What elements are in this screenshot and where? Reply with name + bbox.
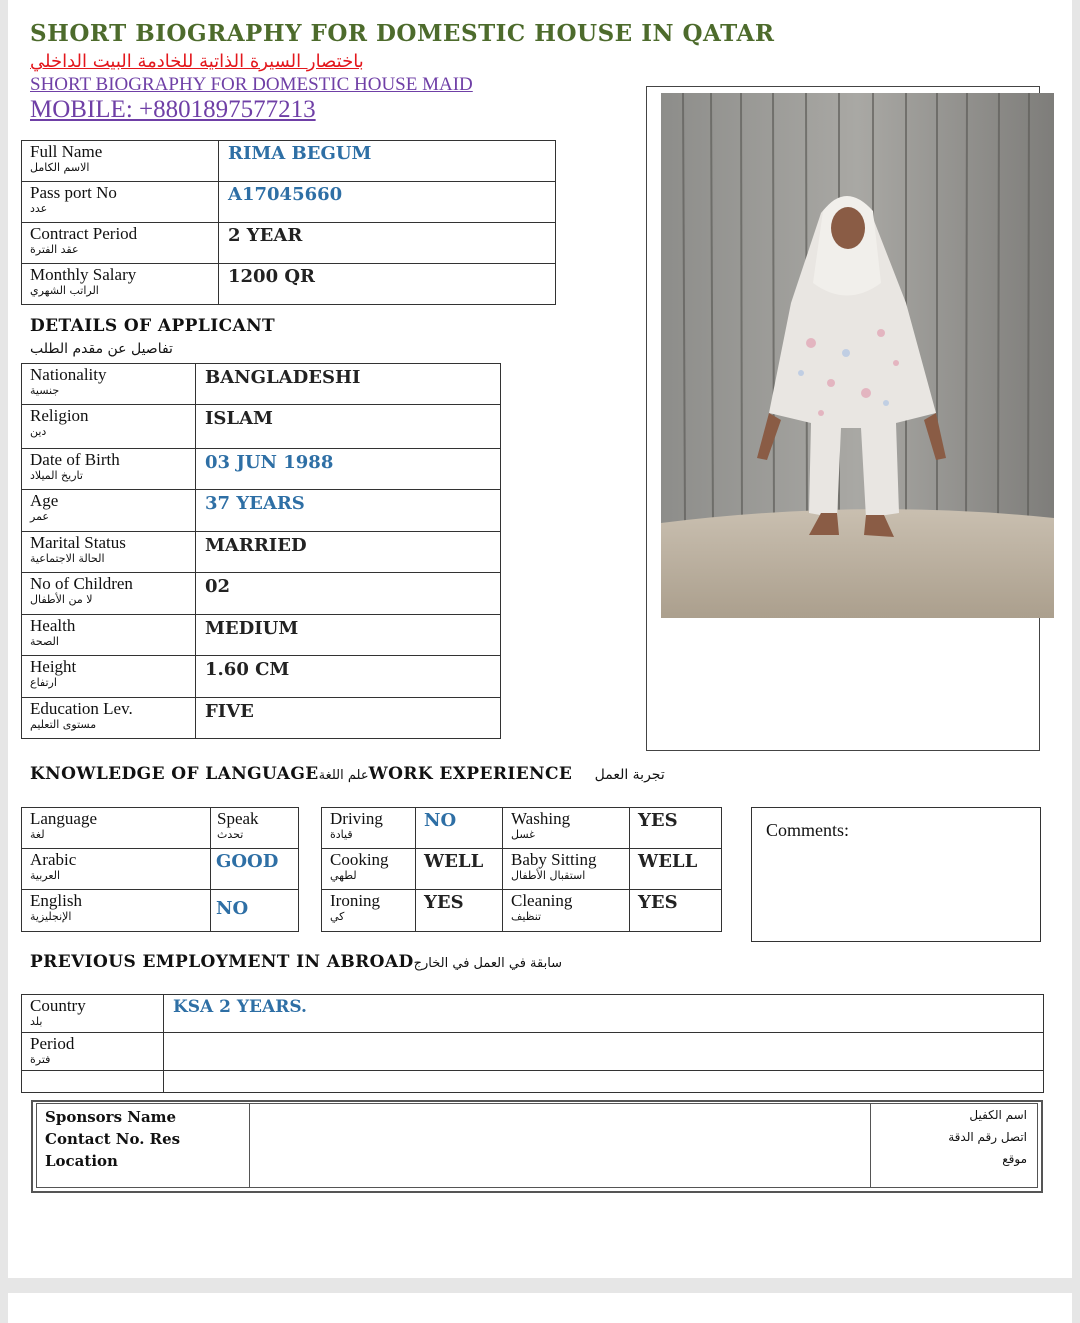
table-row [22, 405, 501, 449]
field-value: GOOD [211, 849, 299, 890]
table-row [22, 141, 556, 182]
table-row [22, 490, 501, 532]
field-value: 1.60 CM [196, 656, 501, 698]
table-row [322, 808, 722, 849]
field-value: 37 YEARS [196, 490, 501, 532]
location-label: Location [45, 1152, 118, 1170]
details-arabic-title: تفاصيل عن مقدم الطلب [30, 341, 173, 357]
table-row [22, 573, 501, 615]
field-label: Monthly Salary الراتب الشهري [22, 264, 219, 305]
table-row [22, 656, 501, 698]
field-label: Period فترة [22, 1033, 164, 1071]
field-label: Ironing كي [322, 890, 416, 932]
field-label: Full Name الاسم الكامل [22, 141, 219, 182]
field-label: Marital Status الحالة الاجتماعية [22, 532, 196, 573]
basic-info-table [21, 140, 556, 305]
language-table [21, 807, 299, 932]
empty-cell [164, 1071, 1044, 1093]
column-header: Speak تحدث [211, 808, 299, 849]
field-label: Driving قيادة [322, 808, 416, 849]
table-row [22, 223, 556, 264]
field-label: Date of Birth تاريخ الميلاد [22, 449, 196, 490]
field-value [164, 1033, 1044, 1071]
previous-employment-table [21, 994, 1044, 1093]
field-label: Cleaning تنظيف [503, 890, 630, 932]
field-label: Country بلد [22, 995, 164, 1033]
table-row [22, 849, 299, 890]
comments-label: Comments: [766, 820, 850, 840]
field-value: NO [416, 808, 503, 849]
table-row [22, 1033, 1044, 1071]
field-value: FIVE [196, 698, 501, 739]
applicant-photo [661, 93, 1054, 618]
applicant-photo-frame [646, 86, 1040, 751]
field-label: Arabic العربية [22, 849, 211, 890]
table-row [322, 890, 722, 932]
location-arabic: موقع [1002, 1152, 1027, 1166]
contact-label: Contact No. Res [45, 1130, 181, 1148]
field-value: BANGLADESHI [196, 364, 501, 405]
previous-employment-title: PREVIOUS EMPLOYMENT IN ABROADسابقة في العمل في الخارج [30, 952, 563, 972]
table-row [22, 1071, 1044, 1093]
table-row [322, 849, 722, 890]
field-label: Education Lev. مستوى التعليم [22, 698, 196, 739]
field-label: English الإنجليزية [22, 890, 211, 932]
field-value: ISLAM [196, 405, 501, 449]
field-value: NO [211, 890, 299, 932]
table-row [22, 532, 501, 573]
field-label: Washing غسل [503, 808, 630, 849]
field-value: WELL [416, 849, 503, 890]
language-section-title: KNOWLEDGE OF LANGUAGEعلم اللغةWORK EXPERIENCE تجربة العمل [30, 764, 665, 784]
table-row [22, 890, 299, 932]
table-row [22, 182, 556, 223]
subtitle: SHORT BIOGRAPHY FOR DOMESTIC HOUSE MAID [30, 74, 473, 95]
comments-box [751, 807, 1041, 942]
field-value: MARRIED [196, 532, 501, 573]
table-row [22, 264, 556, 305]
field-value: WELL [630, 849, 722, 890]
divider [870, 1104, 871, 1187]
table-row [22, 698, 501, 739]
field-label: Religion دين [22, 405, 196, 449]
field-value: KSA 2 YEARS. [164, 995, 1044, 1033]
arabic-title: باختصار السيرة الذاتية للخادمة البيت الداخلي [30, 51, 364, 72]
sponsor-name-label: Sponsors Name [45, 1108, 177, 1126]
details-table [21, 363, 501, 739]
field-value: RIMA BEGUM [219, 141, 556, 182]
sponsor-name-arabic: اسم الكفيل [969, 1108, 1027, 1122]
field-value: 03 JUN 1988 [196, 449, 501, 490]
table-row [22, 364, 501, 405]
work-experience-table [321, 807, 722, 932]
field-value: YES [630, 808, 722, 849]
field-label: Baby Sitting استقبال الأطفال [503, 849, 630, 890]
field-value: YES [630, 890, 722, 932]
mobile-number: MOBILE: +8801897577213 [30, 96, 316, 123]
divider [249, 1104, 250, 1187]
field-label: Contract Period عقد الفترة [22, 223, 219, 264]
sponsor-box [31, 1100, 1043, 1193]
field-label: Height ارتفاع [22, 656, 196, 698]
details-title: DETAILS OF APPLICANT [30, 316, 276, 336]
field-label: Health الصحة [22, 615, 196, 656]
field-value: A17045660 [219, 182, 556, 223]
empty-cell [22, 1071, 164, 1093]
field-label: Cooking لطهي [322, 849, 416, 890]
field-label: Age عمر [22, 490, 196, 532]
field-value: 2 YEAR [219, 223, 556, 264]
document-title: SHORT BIOGRAPHY FOR DOMESTIC HOUSE IN QATAR [30, 20, 775, 47]
field-value: 02 [196, 573, 501, 615]
field-label: Pass port No عدد [22, 182, 219, 223]
table-row [22, 808, 299, 849]
field-value: YES [416, 890, 503, 932]
sponsor-inner-frame [36, 1103, 1038, 1188]
field-value: MEDIUM [196, 615, 501, 656]
field-label: No of Children لا من الأطفال [22, 573, 196, 615]
field-value: 1200 QR [219, 264, 556, 305]
table-row [22, 995, 1044, 1033]
field-label: Nationality جنسية [22, 364, 196, 405]
contact-arabic: اتصل رقم الدقة [948, 1130, 1027, 1144]
field-label: Language لغة [22, 808, 211, 849]
next-page-edge [8, 1293, 1072, 1323]
table-row [22, 615, 501, 656]
table-row [22, 449, 501, 490]
